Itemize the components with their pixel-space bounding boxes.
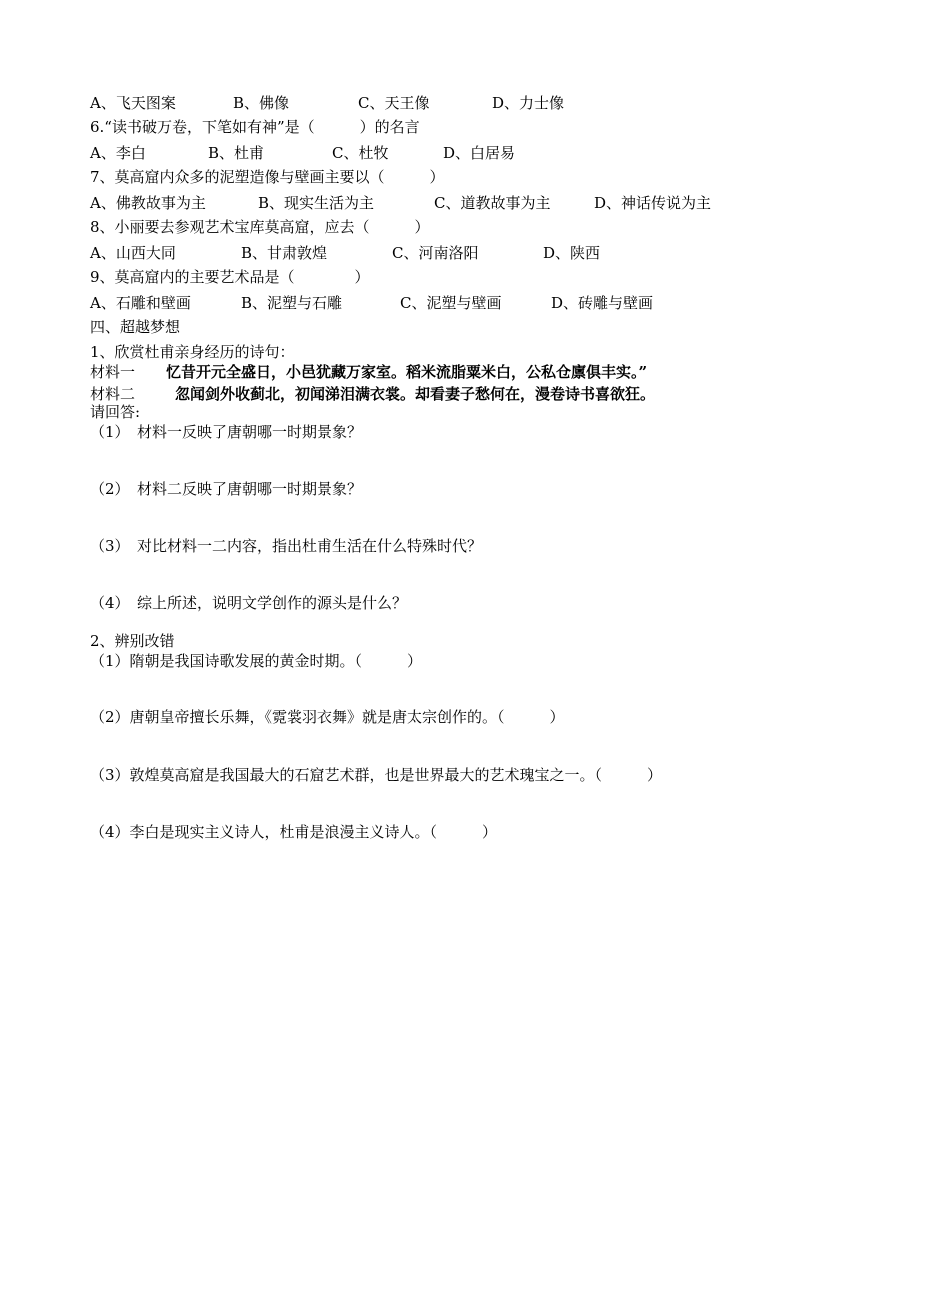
q5-option-a: A、飞天图案 [90,94,176,112]
q8-option-a: A、山西大同 [90,244,176,262]
part-1-question: （4） 综上所述，说明文学创作的源头是什么？ [90,594,408,612]
material-1-text: 忆昔开元全盛日，小邑犹藏万家室。稻米流脂粟米白，公私仓廪俱丰实。” [166,363,648,381]
part-1-question: （2） 材料二反映了唐朝哪一时期景象？ [90,480,363,498]
q8-option-d: D、陕西 [543,244,601,262]
material-2-label: 材料二 [90,385,136,403]
q9-option-a: A、石雕和壁画 [90,294,191,312]
true-false-item: （4）李白是现实主义诗人，杜甫是浪漫主义诗人。（ ） [90,823,498,841]
material-2-text: 忽闻剑外收蓟北，初闻涕泪满衣裳。却看妻子愁何在，漫卷诗书喜欲狂。 [175,385,656,403]
q5-option-b: B、佛像 [233,94,290,112]
q9-option-d: D、砖雕与壁画 [551,294,654,312]
true-false-item: （2）唐朝皇帝擅长乐舞，《霓裳羽衣舞》就是唐太宗创作的。（ ） [90,708,565,726]
part-1-title: 1、欣赏杜甫亲身经历的诗句： [90,343,295,361]
q9-option-c: C、泥塑与壁画 [400,294,502,312]
q6-option-b: B、杜甫 [208,144,265,162]
q6-option-d: D、白居易 [443,144,516,162]
q6-option-c: C、杜牧 [332,144,389,162]
q7-option-c: C、道教故事为主 [434,194,551,212]
q9-question: 9、莫高窟内的主要艺术品是（ ） [90,268,370,286]
q7-option-a: A、佛教故事为主 [90,194,206,212]
part-2-title: 2、辨别改错 [90,632,175,650]
true-false-item: （3）敦煌莫高窟是我国最大的石窟艺术群，也是世界最大的艺术瑰宝之一。（ ） [90,766,663,784]
q8-question: 8、小丽要去参观艺术宝库莫高窟，应去（ ） [90,218,430,236]
q5-option-c: C、天王像 [358,94,430,112]
material-1-label: 材料一 [90,363,136,381]
section-4-title: 四、超越梦想 [90,318,181,336]
answer-prompt: 请回答: [90,403,141,421]
q6-option-a: A、李白 [90,144,146,162]
part-1-question: （3） 对比材料一二内容，指出杜甫生活在什么特殊时代？ [90,537,483,555]
q7-option-d: D、神话传说为主 [594,194,712,212]
true-false-item: （1）隋朝是我国诗歌发展的黄金时期。（ ） [90,652,423,670]
q8-option-c: C、河南洛阳 [392,244,479,262]
q8-option-b: B、甘肃敦煌 [241,244,328,262]
q9-option-b: B、泥塑与石雕 [241,294,343,312]
q5-option-d: D、力士像 [492,94,565,112]
part-1-question: （1） 材料一反映了唐朝哪一时期景象？ [90,423,363,441]
q7-option-b: B、现实生活为主 [258,194,375,212]
q7-question: 7、莫高窟内众多的泥塑造像与壁画主要以（ ） [90,168,445,186]
q6-question: 6.“读书破万卷，下笔如有神”是（ ）的名言 [90,118,420,136]
